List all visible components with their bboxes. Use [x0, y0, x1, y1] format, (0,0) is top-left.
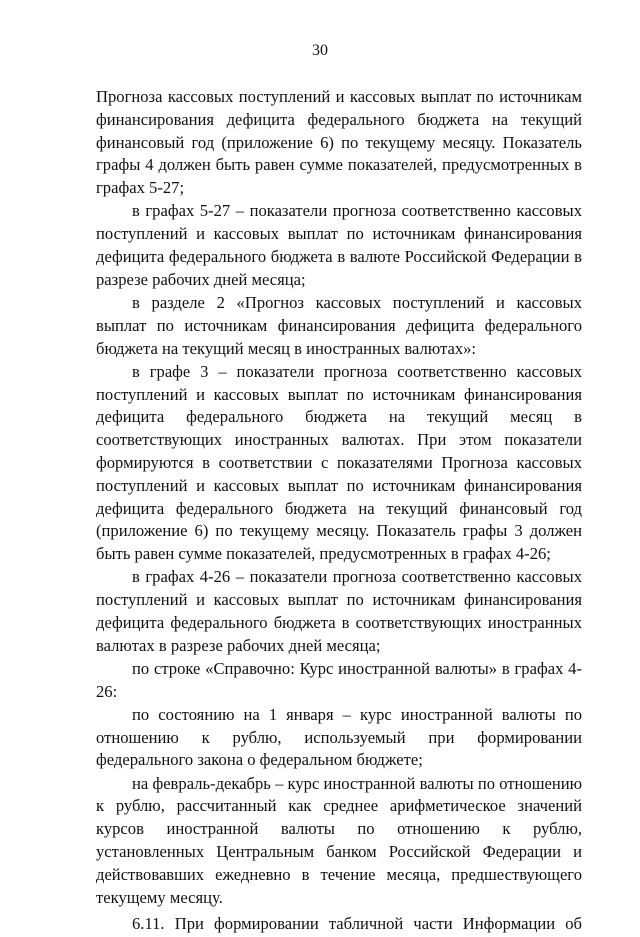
document-body — [96, 86, 582, 937]
paragraph-january-rate: по состоянию на 1 января – курс иностранной валюты по отношению к рублю, используемый при формировании федерального закона о федеральном бюджете; — [96, 704, 582, 770]
paragraph-graphs-5-27: в графах 5-27 – показатели прогноза соответственно кассовых поступлений и кассовых выплат по источникам финансирования дефицита федерального бюджета в валюте Российской Федерации в разрезе рабочих дней месяца; — [96, 201, 582, 289]
page-number: 30 — [312, 42, 328, 59]
paragraph-section-2: в разделе 2 «Прогноз кассовых поступлений и кассовых выплат по источникам финансирования дефицита федерального бюджета на текущий месяц в иностранных валютах»: — [96, 292, 582, 358]
paragraph-graphs-4-26: в графах 4-26 – показатели прогноза соответственно кассовых поступлений и кассовых выплат по источникам финансирования дефицита федерального бюджета в соответствующих иностранных валютах в разрезе рабочих дней месяца; — [96, 567, 582, 655]
paragraph-graph-3: в графе 3 – показатели прогноза соответственно кассовых поступлений и кассовых выплат по источникам финансирования дефицита федерального бюджета на текущий месяц в соответствующих иностранных валютах. При этом показатели формируются в соответствии с показателями Прогноза кассовых поступлений и кассовых выплат по источникам финансирования дефицита федерального бюджета на текущий финансовый год (приложение 6) по текущему месяцу. Показатель графы 3 должен быть равен сумме показателей, предусмотренных в графах 4-26; — [96, 361, 582, 564]
paragraph-continuation: Прогноза кассовых поступлений и кассовых выплат по источникам финансирования дефицита федерального бюджета на текущий финансовый год (приложение 6) по текущему месяцу. Показатель графы 4 должен быть равен сумме показателей, предусмотренных в графах 5-27; — [96, 87, 582, 198]
paragraph-exchange-rate-row: по строке «Справочно: Курс иностранной валюты» в графах 4-26: — [96, 658, 582, 701]
paragraph-section-6-11: 6.11. При формировании табличной части Информации об — [132, 914, 582, 934]
paragraph-february-december-rate: на февраль-декабрь – курс иностранной валюты по отношению к рублю, рассчитанный как среднее арифметическое значений курсов иностранной валюты по отношению к рублю, установленных Центральным банком Российской Федерации и действовавших ежедневно в течение месяца, предшествующего текущему месяцу. — [96, 773, 582, 907]
